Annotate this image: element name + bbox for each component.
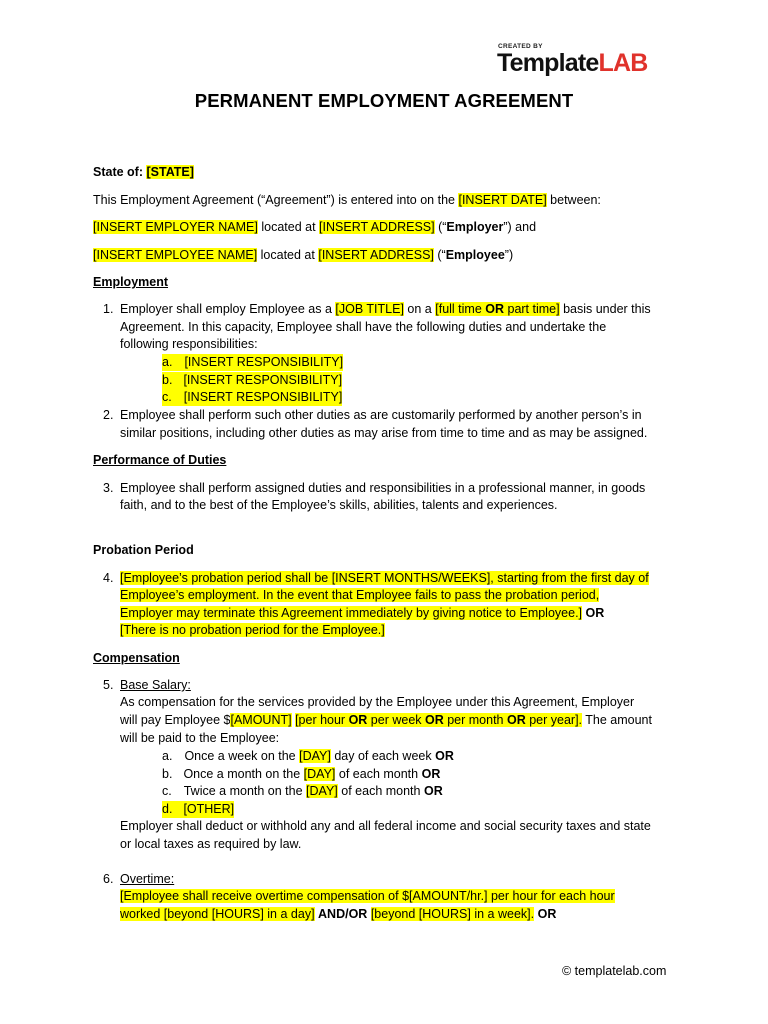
pay-period-part: per month bbox=[443, 713, 507, 727]
responsibility-item bbox=[162, 354, 343, 371]
item1-line2: Agreement. In this capacity, Employee shall have the following duties and undertake the bbox=[120, 320, 607, 334]
pay-period-part: [per hour bbox=[295, 713, 349, 727]
employer-line bbox=[93, 219, 536, 236]
other-placeholder: [OTHER] bbox=[183, 802, 235, 816]
state-line bbox=[93, 164, 194, 181]
or-connector: OR bbox=[425, 713, 444, 727]
item4-line3 bbox=[120, 605, 604, 622]
base-salary-heading: Base Salary: bbox=[120, 678, 191, 692]
item5-line1: As compensation for the services provided by the Employee under this Agreement, Employer bbox=[120, 695, 635, 709]
section-heading-performance: Performance of Duties bbox=[93, 453, 227, 467]
item-number: 3. bbox=[103, 481, 114, 495]
sub-letter: d. bbox=[162, 802, 173, 816]
logo-brand-main: Template bbox=[497, 49, 599, 77]
payment-text: Twice a month on the bbox=[183, 784, 303, 798]
payment-option bbox=[162, 766, 440, 783]
overtime-text: [beyond [HOURS] in a week]. bbox=[370, 907, 535, 921]
or-connector: OR bbox=[348, 713, 368, 727]
item-number: 1. bbox=[103, 302, 114, 316]
logo-created-by: CREATED BY bbox=[498, 43, 543, 50]
tax-line1: Employer shall deduct or withhold any and all federal income and social security taxes and state bbox=[120, 819, 651, 833]
probation-text: [Employee’s probation period shall be [INSERT MONTHS/WEEKS], starting from the first day of bbox=[120, 571, 649, 585]
item4-line2 bbox=[120, 587, 599, 604]
employee-open: (“ bbox=[437, 248, 446, 262]
responsibility-item bbox=[162, 389, 342, 406]
employee-role: Employee bbox=[445, 248, 505, 262]
payment-text: Once a week on the bbox=[184, 749, 296, 763]
overtime-line1 bbox=[120, 888, 615, 905]
payment-text: of each month bbox=[338, 767, 419, 781]
employee-address-placeholder: [INSERT ADDRESS] bbox=[318, 248, 434, 262]
employer-name-placeholder: [INSERT EMPLOYER NAME] bbox=[93, 220, 258, 234]
state-placeholder: [STATE] bbox=[146, 165, 194, 179]
amount-placeholder: [AMOUNT] bbox=[230, 713, 292, 727]
item4-line1 bbox=[120, 570, 649, 587]
or-connector: OR bbox=[423, 784, 443, 798]
payment-text: Once a month on the bbox=[183, 767, 301, 781]
item1-text-c: basis under this bbox=[563, 302, 651, 316]
employment-type-part: part time] bbox=[504, 302, 560, 316]
day-placeholder: [DAY] bbox=[306, 784, 338, 798]
day-placeholder: [DAY] bbox=[299, 749, 331, 763]
employer-located: located at bbox=[261, 220, 316, 234]
employer-address-placeholder: [INSERT ADDRESS] bbox=[319, 220, 435, 234]
section-heading-compensation: Compensation bbox=[93, 651, 180, 665]
and-or-connector: AND/OR bbox=[318, 907, 368, 921]
salary-text: The amount bbox=[585, 713, 652, 727]
item3-line2: faith, and to the best of the Employee’s skills, abilities, talents and experiences. bbox=[120, 498, 558, 512]
item-number: 4. bbox=[103, 571, 114, 585]
item4-line4 bbox=[120, 622, 385, 639]
intro-text: This Employment Agreement (“Agreement”) is entered into on the bbox=[93, 193, 455, 207]
item-number: 6. bbox=[103, 872, 114, 886]
payment-option-other bbox=[162, 801, 234, 818]
responsibility-placeholder: [INSERT RESPONSIBILITY] bbox=[183, 373, 343, 387]
employee-line bbox=[93, 247, 513, 264]
sub-letter: b. bbox=[162, 373, 173, 387]
tax-line2: or local taxes as required by law. bbox=[120, 837, 302, 851]
employment-type-or: OR bbox=[485, 302, 505, 316]
responsibility-item bbox=[162, 372, 342, 389]
payment-text: day of each week bbox=[334, 749, 432, 763]
templatelab-logo bbox=[497, 48, 647, 78]
responsibility-placeholder: [INSERT RESPONSIBILITY] bbox=[184, 355, 344, 369]
payment-option bbox=[162, 748, 454, 765]
no-probation-text: [There is no probation period for the Employee.] bbox=[120, 623, 385, 637]
payment-text: of each month bbox=[341, 784, 421, 798]
pay-period-placeholder bbox=[295, 713, 582, 727]
payment-option bbox=[162, 783, 443, 800]
item1-line3: following responsibilities: bbox=[120, 337, 258, 351]
employer-close: ”) and bbox=[503, 220, 537, 234]
item5-line2 bbox=[120, 712, 652, 729]
pay-period-part: per year]. bbox=[525, 713, 583, 727]
footer-copyright: © templatelab.com bbox=[562, 964, 667, 978]
state-label: State of: bbox=[93, 165, 143, 179]
day-placeholder: [DAY] bbox=[303, 767, 336, 781]
or-connector: OR bbox=[435, 749, 454, 763]
item-number: 5. bbox=[103, 678, 114, 692]
pay-period-part: per week bbox=[367, 713, 425, 727]
item1-text-a: Employer shall employ Employee as a bbox=[120, 302, 332, 316]
item1-text-b: on a bbox=[407, 302, 432, 316]
or-connector: OR bbox=[537, 907, 557, 921]
employment-type-full: [full time bbox=[435, 302, 486, 316]
probation-text: Employer may terminate this Agreement immediately by giving notice to Employee.] bbox=[120, 606, 583, 620]
section-heading-employment: Employment bbox=[93, 275, 169, 289]
intro-between: between: bbox=[550, 193, 601, 207]
item-number: 2. bbox=[103, 408, 114, 422]
employee-name-placeholder: [INSERT EMPLOYEE NAME] bbox=[93, 248, 258, 262]
item3-line1: Employee shall perform assigned duties and responsibilities in a professional manner, in goods bbox=[120, 481, 646, 495]
probation-text: Employee’s employment. In the event that Employee fails to pass the probation period, bbox=[120, 588, 600, 602]
sub-letter: b. bbox=[162, 767, 173, 781]
overtime-line2 bbox=[120, 906, 556, 923]
intro-line bbox=[93, 192, 601, 209]
responsibility-placeholder: [INSERT RESPONSIBILITY] bbox=[183, 390, 343, 404]
item1-line1 bbox=[120, 301, 651, 318]
or-connector: OR bbox=[585, 606, 605, 620]
employer-role: Employer bbox=[446, 220, 504, 234]
salary-text: will pay Employee $ bbox=[120, 713, 231, 727]
date-placeholder: [INSERT DATE] bbox=[458, 193, 547, 207]
employee-located: located at bbox=[260, 248, 315, 262]
section-heading-probation: Probation Period bbox=[93, 543, 194, 557]
sub-letter: c. bbox=[162, 784, 172, 798]
logo-brand-accent: LAB bbox=[598, 49, 648, 77]
document-title: PERMANENT EMPLOYMENT AGREEMENT bbox=[194, 90, 574, 111]
overtime-text: worked [beyond [HOURS] in a day] bbox=[120, 907, 315, 921]
employee-close: ”) bbox=[504, 248, 514, 262]
overtime-text: [Employee shall receive overtime compensation of $[AMOUNT/hr.] per hour for each hour bbox=[120, 889, 615, 903]
or-connector: OR bbox=[506, 713, 526, 727]
item2-line2: similar positions, including other duties as may arise from time to time and as may be assigned. bbox=[120, 426, 648, 440]
sub-letter: a. bbox=[162, 355, 173, 369]
sub-letter: c. bbox=[162, 390, 172, 404]
sub-letter: a. bbox=[162, 749, 173, 763]
employer-open: (“ bbox=[438, 220, 447, 234]
or-connector: OR bbox=[421, 767, 441, 781]
job-title-placeholder: [JOB TITLE] bbox=[335, 302, 404, 316]
employment-type-placeholder bbox=[435, 302, 559, 316]
overtime-heading: Overtime: bbox=[120, 872, 175, 886]
item2-line1: Employee shall perform such other duties as are customarily performed by another person’s in bbox=[120, 408, 642, 422]
item5-line3: will be paid to the Employee: bbox=[120, 731, 280, 745]
